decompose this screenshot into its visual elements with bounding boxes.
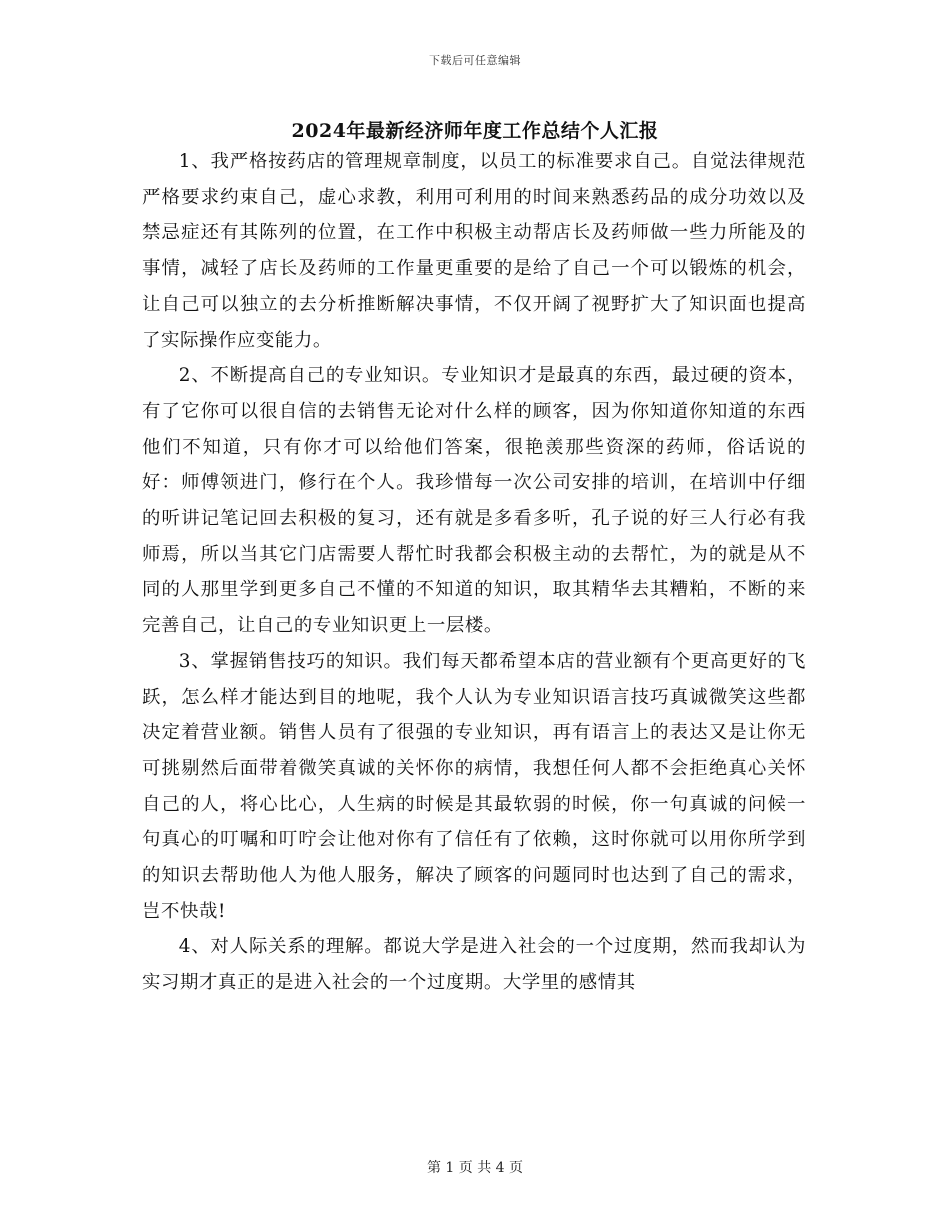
header-note: 下载后可任意编辑	[429, 54, 521, 67]
paragraph-1: 1、我严格按药店的管理规章制度，以员工的标准要求自己。自觉法律规范严格要求约束自己，虚心求教，利用可利用的时间来熟悉药品的成分功效以及禁忌症还有其陈列的位置，在工作中积极主动帮店长及药师做一些力所能及的事情，减轻了店长及药师的工作量更重要的是给了自己一个可以锻炼的机会，让自己可以独立的去分析推断解决事情，不仅开阔了视野扩大了知识面也提高了实际操作应变能力。	[142, 151, 806, 351]
paragraph-2: 2、不断提高自己的专业知识。专业知识才是最真的东西，最过硬的资本，有了它你可以很自信的去销售无论对什么样的顾客，因为你知道你知道的东西他们不知道，只有你才可以给他们答案，很艳羡那些资深的药师，俗话说的好：师傅领进门，修行在个人。我珍惜每一次公司安排的培训，在培训中仔细的听讲记笔记回去积极的复习，还有就是多看多听，孔子说的好三人行必有我师焉，所以当其它门店需要人帮忙时我都会积极主动的去帮忙，为的就是从不同的人那里学到更多自己不懂的不知道的知识，取其精华去其糟粕，不断的来完善自己，让自己的专业知识更上一层楼。	[142, 365, 806, 637]
paragraph-3: 3、掌握销售技巧的知识。我们每天都希望本店的营业额有个更高更好的飞跃，怎么样才能达到目的地呢，我个人认为专业知识语言技巧真诚微笑这些都决定着营业额。销售人员有了很强的专业知识，再有语言上的表达又是让你无可挑剔然后面带着微笑真诚的关怀你的病情，我想任何人都不会拒绝真心关怀自己的人，将心比心，人生病的时候是其最软弱的时候，你一句真诚的问候一句真心的叮嘱和叮咛会让他对你有了信任有了依赖，这时你就可以用你所学到的知识去帮助他人为他人服务，解决了顾客的问题同时也达到了自己的需求，岂不快哉!	[142, 650, 806, 922]
page-number-footer: 第 1 页 共 4 页	[426, 1160, 524, 1176]
paragraph-4: 4、对人际关系的理解。都说大学是进入社会的一个过度期，然而我却认为实习期才真正的是进入社会的一个过度期。大学里的感情其	[142, 936, 806, 994]
document-title: 2024年最新经济师年度工作总结个人汇报	[291, 120, 659, 142]
document-body	[142, 144, 806, 1001]
